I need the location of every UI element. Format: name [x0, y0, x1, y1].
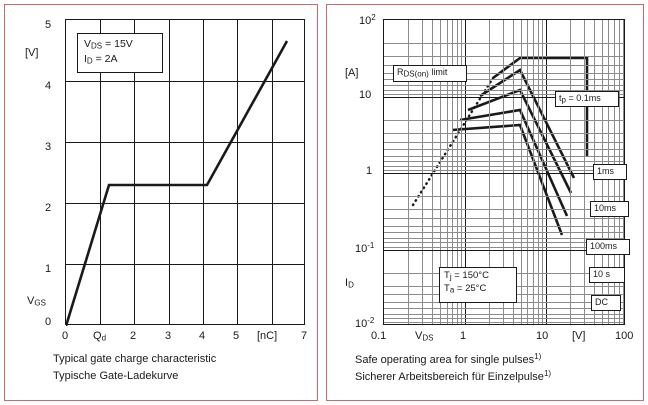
conditions-line-vds	[84, 37, 156, 52]
x-axis-unit: [V]	[572, 330, 586, 342]
y-tick-exponent: -2	[367, 316, 375, 325]
soa-panel	[326, 4, 644, 401]
qd-sub: d	[101, 333, 107, 343]
left-y-variable-sub: GS	[34, 298, 46, 308]
minor-gridline-h	[384, 322, 624, 323]
conditions-line-id	[84, 52, 156, 67]
vds-axis-letter: V	[415, 330, 423, 342]
left-caption-en: Typical gate charge characteristic	[53, 353, 217, 365]
rdson-sub: DS(on)	[403, 69, 429, 79]
minor-gridline-h	[384, 43, 624, 44]
pulse-label-100ms: 100ms	[586, 239, 630, 255]
conditions-box	[77, 33, 163, 73]
gridline-h	[66, 142, 304, 143]
temperature-box	[439, 267, 517, 303]
minor-gridline-h	[384, 218, 624, 219]
x-tick-label: 10	[536, 330, 549, 342]
gate-charge-panel	[4, 4, 318, 401]
temp-line-tj	[444, 270, 512, 283]
rdson-letter: R	[397, 67, 404, 77]
major-gridline-h	[384, 173, 624, 174]
x-axis-variable	[415, 330, 433, 342]
y-tick-label: 10	[359, 89, 372, 101]
id-axis-letter: I	[345, 277, 349, 289]
right-caption-de	[355, 369, 551, 385]
id-letter: I	[84, 53, 87, 66]
minor-gridline-h	[384, 133, 624, 134]
y-tick-label: 1	[45, 263, 52, 275]
right-caption-de-text: Sicherer Arbeitsbereich für Einzelpulse	[355, 371, 544, 383]
minor-gridline-h	[384, 209, 624, 210]
tp-sub: p	[561, 95, 566, 105]
y-tick-label: 5	[45, 19, 52, 31]
y-tick-label	[355, 241, 374, 255]
y-tick-label	[359, 13, 376, 27]
y-tick-label: 2	[45, 202, 52, 214]
minor-gridline-h	[384, 170, 624, 171]
qd-letter: Q	[93, 330, 102, 342]
gridline-h	[66, 203, 304, 204]
ta-letter: T	[444, 283, 450, 295]
gridline-v	[237, 20, 238, 324]
x-tick-label: 7	[301, 330, 308, 342]
y-tick-mantissa: 10	[355, 318, 368, 330]
vds-letter: V	[84, 38, 92, 50]
right-y-axis-unit: [A]	[345, 67, 359, 79]
tj-letter: T	[444, 270, 450, 281]
x-tick-label: 2	[130, 330, 137, 342]
minor-gridline-h	[384, 308, 624, 309]
id-value: = 2A	[95, 53, 118, 66]
minor-gridline-h	[384, 149, 624, 150]
x-tick-label: 100	[615, 330, 634, 342]
tp-letter: t	[559, 93, 562, 103]
x-tick-label: 3	[165, 330, 172, 342]
ta-sub: a	[449, 285, 455, 295]
pulse-label-10ms: 10ms	[590, 201, 629, 217]
y-tick-mantissa: 10	[359, 15, 372, 27]
y-tick-label	[355, 316, 374, 330]
x-tick-label: 0	[62, 330, 69, 342]
minor-gridline-h	[384, 156, 624, 157]
y-tick-label: 4	[45, 80, 52, 92]
minor-gridline-h	[384, 142, 624, 143]
y-tick-mantissa: 10	[355, 243, 368, 255]
vds-sub: DS	[91, 41, 103, 51]
minor-gridline-h	[384, 314, 624, 315]
x-tick-label: 4	[199, 330, 206, 342]
x-tick-label: 1	[460, 330, 467, 342]
rdson-rest: limit	[428, 67, 448, 77]
ta-value: = 25°C	[456, 283, 487, 295]
gridline-v	[203, 20, 204, 324]
gridline-h	[66, 264, 304, 265]
minor-gridline-h	[384, 161, 624, 162]
pulse-label-0p1ms	[555, 91, 619, 107]
rdson-limit-label	[393, 65, 467, 82]
y-tick-exponent: -1	[367, 241, 375, 250]
y-tick-label: 0	[45, 316, 52, 328]
footnote-marker: 1)	[543, 369, 552, 378]
gridline-v	[169, 20, 170, 324]
tj-sub: j	[449, 272, 452, 282]
minor-gridline-h	[384, 56, 624, 57]
left-y-axis-unit: [V]	[25, 47, 39, 59]
footnote-marker: 1)	[534, 352, 542, 361]
tp-value: = 0.1ms	[565, 93, 601, 103]
minor-gridline-h	[384, 226, 624, 227]
x-axis-unit: [nC]	[257, 330, 278, 342]
y-tick-label: 1	[366, 165, 373, 177]
minor-gridline-h	[384, 120, 624, 121]
pulse-label-dc: DC	[591, 295, 621, 311]
x-tick-label-qd	[93, 330, 106, 342]
left-y-variable	[27, 295, 46, 307]
minor-gridline-h	[384, 232, 624, 233]
pulse-label-10s: 10 s	[589, 267, 625, 283]
vds-value: = 15V	[105, 38, 133, 50]
right-caption-en-text: Safe operating area for single pulses	[355, 354, 535, 366]
gridline-v	[272, 20, 273, 324]
id-sub: D	[86, 56, 93, 66]
vds-axis-sub: DS	[422, 333, 434, 343]
gridline-h	[66, 81, 304, 82]
pulse-label-1ms: 1ms	[593, 164, 627, 180]
x-tick-label: 0.1	[371, 330, 387, 342]
minor-gridline-h	[384, 166, 624, 167]
temp-line-ta	[444, 283, 512, 296]
minor-gridline-h	[384, 196, 624, 197]
y-tick-label: 3	[45, 141, 52, 153]
right-caption-en	[355, 352, 541, 368]
id-axis-sub: D	[348, 280, 354, 290]
minor-gridline-h	[384, 85, 624, 86]
x-tick-label: 5	[233, 330, 240, 342]
right-y-variable	[345, 277, 354, 289]
left-y-variable-letter: V	[27, 295, 35, 307]
left-caption-de: Typische Gate-Ladekurve	[53, 370, 179, 382]
y-tick-exponent: 2	[371, 13, 376, 22]
minor-gridline-h	[384, 318, 624, 319]
tj-value: = 150°C	[454, 270, 489, 281]
